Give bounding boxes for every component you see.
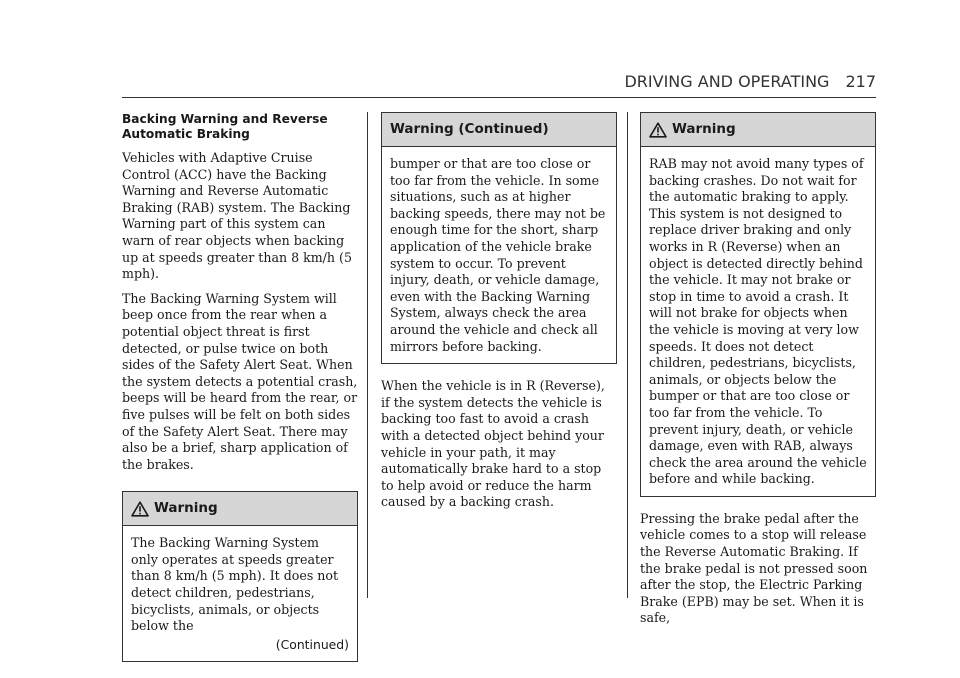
warning-title: Warning (Continued) bbox=[390, 121, 549, 138]
section-title: DRIVING AND OPERATING bbox=[624, 72, 830, 91]
paragraph: The Backing Warning System will beep once from the rear when a potential object threat is first detected, or pulse twice on both sides of the Safety Alert Seat. When the system detects a potential crash, beeps will be heard from the rear, or five pulses will be felt on both sides of the Safety Alert Seat. There may also be a brief, sharp application of the brakes. bbox=[122, 290, 358, 472]
paragraph: When the vehicle is in R (Reverse), if the system detects the vehicle is backing too fast to avoid a crash with a detected object behind your vehicle in your path, it may automatically brake hard to a stop to help avoid or reduce the harm caused by a backing crash. bbox=[381, 378, 605, 510]
warning-header bbox=[382, 113, 616, 147]
column-3 bbox=[640, 112, 876, 635]
warning-title: Warning bbox=[672, 121, 736, 138]
warning-box bbox=[640, 112, 876, 497]
warning-body bbox=[641, 147, 875, 496]
paragraph: Vehicles with Adaptive Cruise Control (ACC) have the Backing Warning and Reverse Automatic Braking (RAB) system. The Backing Warning part of this system can warn of rear objects when backing up at speeds greater than 8 km/h (5 mph). bbox=[122, 150, 352, 282]
paragraph: Pressing the brake pedal after the vehicle comes to a stop will release the Reverse Automatic Braking. If the brake pedal is not pressed soon after the stop, the Electric Parking Brake (EPB) may be set. When it is safe, bbox=[640, 510, 868, 626]
warning-text: RAB may not avoid many types of backing crashes. Do not wait for the automatic braking to apply. This system is not designed to replace driver braking and only works in R (Reverse) when an object is detected directly behind the vehicle. It may not brake or stop in time to avoid a crash. It will not brake for objects when the vehicle is moving at very low speeds. It does not detect children, pedestrians, bicyclists, animals, or objects below the bumper or that are too close or too far from the vehicle. To prevent injury, death, or vehicle damage, even with RAB, always check the area around the vehicle before and while backing. bbox=[649, 156, 867, 487]
column-2 bbox=[381, 112, 617, 519]
warning-header bbox=[641, 113, 875, 147]
column-divider-2 bbox=[627, 112, 628, 598]
page-header bbox=[576, 72, 876, 91]
warning-text: The Backing Warning System only operates at speeds greater than 8 km/h (5 mph). It does not detect children, pedestrians, bicyclists, animals, or objects below the bbox=[131, 535, 339, 634]
header-rule bbox=[122, 97, 876, 98]
warning-body bbox=[382, 147, 616, 363]
warning-triangle-icon bbox=[649, 122, 667, 138]
warning-body bbox=[123, 526, 357, 661]
continued-label: (Continued) bbox=[275, 636, 349, 652]
warning-box bbox=[122, 491, 358, 662]
warning-text: bumper or that are too close or too far from the vehicle. In some situations, such as at higher backing speeds, there may not be enough time for the short, sharp application of the vehicle brake system to occur. To prevent injury, death, or vehicle damage, even with the Backing Warning System, always check the area around the vehicle and check all mirrors before backing. bbox=[390, 156, 606, 354]
column-1 bbox=[122, 112, 358, 676]
column-divider-1 bbox=[367, 112, 368, 598]
section-heading: Backing Warning and Reverse Automatic Braking bbox=[122, 112, 328, 141]
warning-box-continued bbox=[381, 112, 617, 364]
warning-triangle-icon bbox=[131, 501, 149, 517]
page-number: 217 bbox=[845, 72, 876, 91]
warning-header bbox=[123, 492, 357, 526]
warning-title: Warning bbox=[154, 500, 218, 517]
